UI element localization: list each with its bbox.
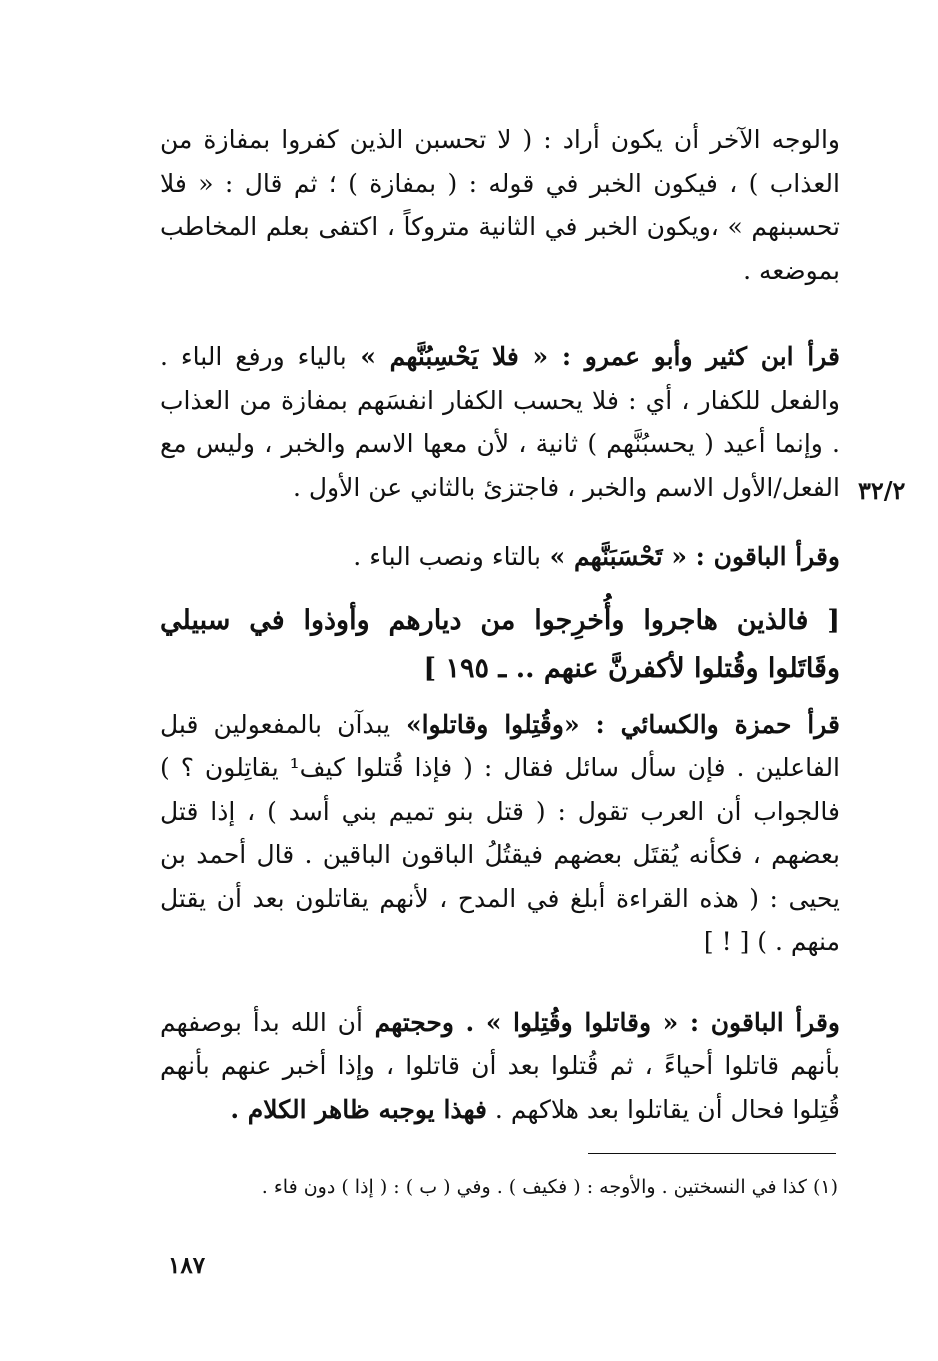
argument-text: أن الله بدأ بوصفهم بأنهم قاتلوا أحياءً ، ثم قُتلوا بعد أن قاتلوا ، وإذا أخبر عنهم بأنهم قُتِلوا فحال أن يقاتلوا بعد هلاكهم . <box>160 1007 840 1124</box>
paragraph-hamza-kisai <box>160 703 840 964</box>
quran-verse: [ فالذين هاجروا وأُخرِجوا من ديارهم وأوذوا في سبيلي وقَاتَلوا وقُتلوا لأكفرنَّ عنهم .. ـ ١٩٥ ] <box>160 604 840 684</box>
reading-explanation: بالياء ورفع الباء . والفعل للكفار ، أي : فلا يحسب الكفار انفسَهم بمفازة من العذاب . وإنما أعيد ( يحسبُنَّهم ) ثانية ، لأن معها الاسم والخبر ، وليس مع الفعل/الأول الاسم والخبر ، فاجتزئ بالثاني عن الأول . <box>160 342 840 502</box>
main-text-block <box>160 118 840 1131</box>
footnote-divider <box>588 1153 836 1154</box>
reading-heading: وقرأ الباقون : « وقاتلوا وقُتِلوا » . <box>453 1007 841 1037</box>
argument-label: وحجتهم <box>362 1007 454 1037</box>
margin-reference: ٣٢/٢ <box>858 476 906 505</box>
paragraph-first: والوجه الآخر أن يكون أراد : ( لا تحسبن الذين كفروا بمفازة من العذاب ) ، فيكون الخبر في قوله : ( بمفازة ) ؛ ثم قال : « فلا تحسبنهم » ،ويكون الخبر في الثانية متروكاً ، اكتفى بعلم المخاطب بموضعه . <box>160 125 840 285</box>
reading-heading: قرأ ابن كثير وأبو عمرو : « فلا يَحْسِبُنَّهم » <box>346 342 840 371</box>
reading-heading: وقرأ الباقون : « تَحْسَبَنَّهم » <box>540 542 840 571</box>
reading-heading: قرأ حمزة والكسائي : «وقُتِلوا وقاتلوا» <box>390 709 840 739</box>
paragraph-others-argument <box>160 1001 840 1132</box>
footnote: (١) كذا في النسختين . والأوجه : ( فكيف ) . وفي ( ب ) : ( إذا ) دون فاء . <box>261 1176 838 1198</box>
page-number: ١٨٧ <box>168 1252 206 1279</box>
paragraph-ibn-kathir <box>160 335 840 509</box>
reading-explanation: بالتاء ونصب الباء . <box>353 542 541 571</box>
reading-explanation: يبدآن بالمفعولين قبل الفاعلين . فإن سأل سائل فقال : ( فإذا قُتلوا كيف¹ يقاتِلون ؟ ) فالجواب أن العرب تقول : ( قتل بنو تميم بني أسد ) ، إذا قتل بعضهم ، فكأنه يُقتَل بعضهم فيقتُلُ الباقون الباقين . قال أحمد بن يحيى : ( هذه القراءة أبلغ في المدح ، لأنهم يقاتلون بعد أن يقتل منهم . ) [ ! ] <box>160 709 841 956</box>
argument-conclusion: فهذا يوجبه ظاهر الكلام . <box>230 1094 487 1124</box>
paragraph-others-reading <box>160 535 840 579</box>
